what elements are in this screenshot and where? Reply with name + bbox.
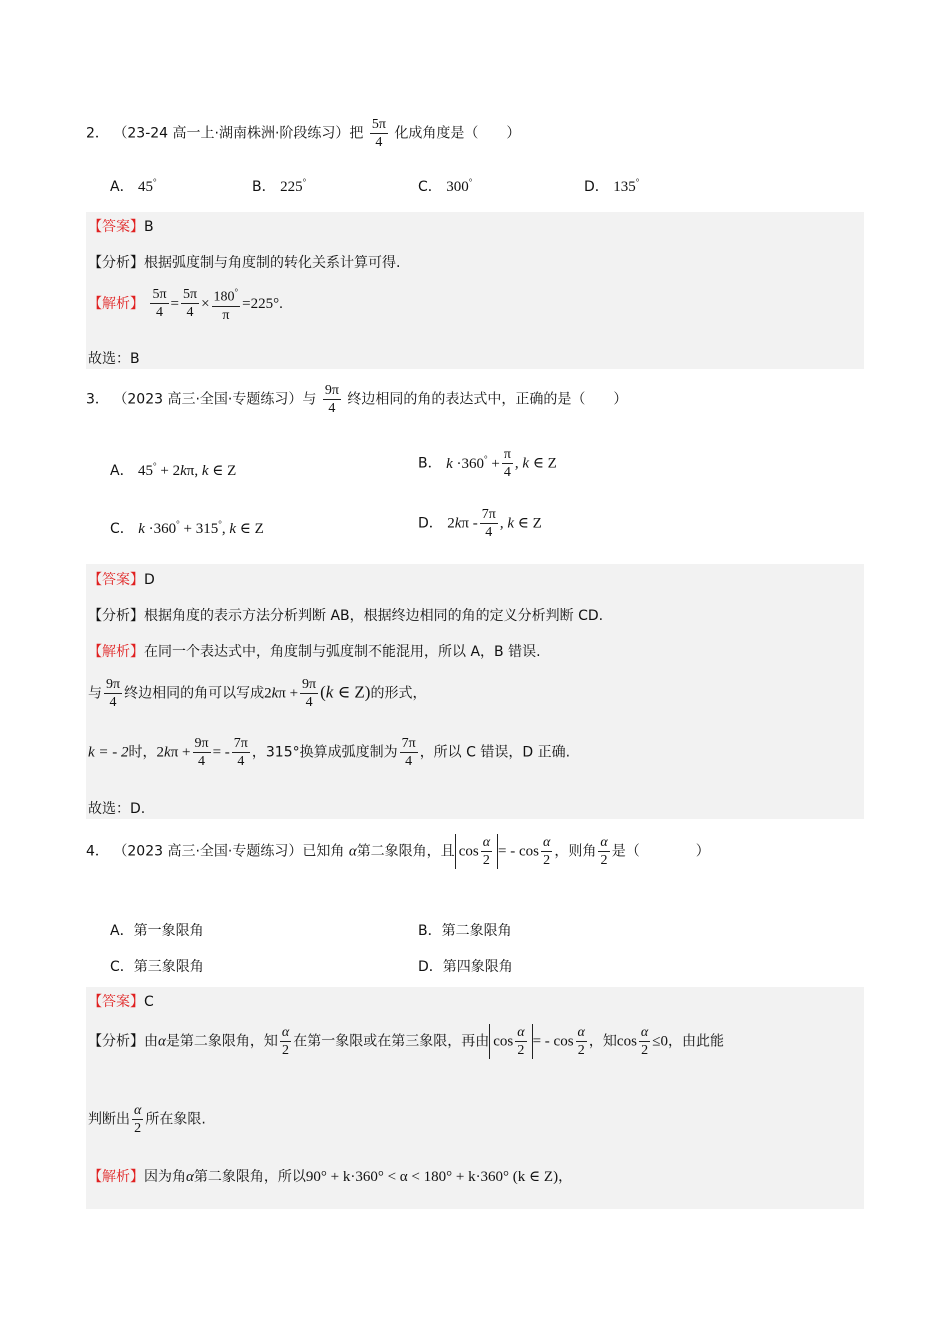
q3-option-d[interactable]: D． 2kπ - $\frac{7\pi}{4}$ , k ∈ Z <box>418 507 542 540</box>
q3-source: （2023 高三·全国·专题练习）与 <box>113 391 317 408</box>
q4-solution: 【解析】因为角α第二象限角，所以90° + k·360° < α < 180° + k·360° (k ∈ Z)， <box>88 1169 573 1185</box>
q2-fraction: $\frac{5\pi}{4}$ <box>371 117 386 150</box>
q4-option-a[interactable]: A．第一象限角 <box>110 923 204 939</box>
q4-option-c[interactable]: C．第三象限角 <box>110 959 204 975</box>
q4-option-b[interactable]: B．第二象限角 <box>418 923 512 939</box>
q4-analysis-line1: 【分析】由α是第二象限角，知 $\frac{\alpha}{2}$ 在第一象限或在第三象限，再由 cos $\frac{\alpha}{2}$ = - cos $\frac{\alpha}{2}$ ，知cos $\frac{\alpha}{2}$ ≤0，由此能 <box>88 1025 724 1058</box>
q2-number: 2． <box>86 125 109 142</box>
q2-option-b[interactable]: B． 225° <box>252 177 307 195</box>
q4-option-d[interactable]: D．第四象限角 <box>418 959 513 975</box>
q3-option-a[interactable]: A． 45° + 2kπ, k ∈ Z <box>110 461 237 479</box>
q2-stem-tail: 化成角度是（ ） <box>394 125 521 142</box>
q4-solution-expr: 90° + k·360° < α < 180° + k·360° (k ∈ Z) <box>305 1169 559 1185</box>
q3-option-c[interactable]: C． k ·360° + 315°, k ∈ Z <box>110 519 264 537</box>
q3-answer: 【答案】D <box>88 572 155 588</box>
q3-option-b[interactable]: B． k ·360° + $\frac{\pi}{4}$ , k ∈ Z <box>418 447 557 480</box>
q2-option-c[interactable]: C． 300° <box>418 177 473 195</box>
q4-answer: 【答案】C <box>88 994 154 1010</box>
q2-option-d[interactable]: D． 135° <box>584 177 640 195</box>
q3-stem <box>86 382 627 417</box>
q3-number: 3． <box>86 391 109 408</box>
q2-stem <box>86 116 520 151</box>
q4-analysis-line2: 判断出 $\frac{\alpha}{2}$ 所在象限. <box>88 1103 206 1136</box>
q3-conclusion: 故选：D. <box>88 801 146 817</box>
q3-stem-tail: 终边相同的角的表达式中，正确的是（ ） <box>347 391 628 408</box>
q2-conclusion: 故选：B <box>88 351 140 367</box>
q3-fraction: $\frac{9\pi}{4}$ <box>324 383 339 416</box>
q2-source: （23-24 高一上·湖南株洲·阶段练习）把 <box>113 125 364 142</box>
q3-solution-line3: k = - 2时，2kπ + $\frac{9\pi}{4}$ = - $\frac{7\pi}{4}$ ，315°换算成弧度制为 $\frac{7\pi}{4}$ ，所以 C 错误，D 正确. <box>88 736 571 769</box>
q2-option-a[interactable]: A． 45° <box>110 177 157 195</box>
q2-solution: 【解析】 $\frac{5\pi}{4}$ = $\frac{5\pi}{4}$ × $\frac{180^\circ}{\pi}$ =225°. <box>88 284 283 324</box>
q3-solution-line2: 与 $\frac{9\pi}{4}$ 终边相同的角可以写成2kπ + $\frac{9\pi}{4}$ (k ∈ Z)的形式， <box>88 677 427 710</box>
q3-solution-line1: 【解析】在同一个表达式中，角度制与弧度制不能混用，所以 A，B 错误. <box>88 644 541 660</box>
q3-analysis: 【分析】根据角度的表示方法分析判断 AB，根据终边相同的角的定义分析判断 CD. <box>88 608 604 624</box>
q4-number: 4． <box>86 843 109 860</box>
q2-answer: 【答案】B <box>88 219 154 235</box>
q2-analysis: 【分析】根据弧度制与角度制的转化关系计算可得. <box>88 255 401 271</box>
q4-source: （2023 高三·全国·专题练习）已知角 <box>113 843 345 860</box>
q4-stem: 4． （2023 高三·全国·专题练习）已知角 α第二象限角，且 cos $\frac{\alpha}{2}$ = - cos $\frac{\alpha}{2}$ ，则角 $\frac{\alpha}{2}$ 是（ ） <box>86 835 710 868</box>
